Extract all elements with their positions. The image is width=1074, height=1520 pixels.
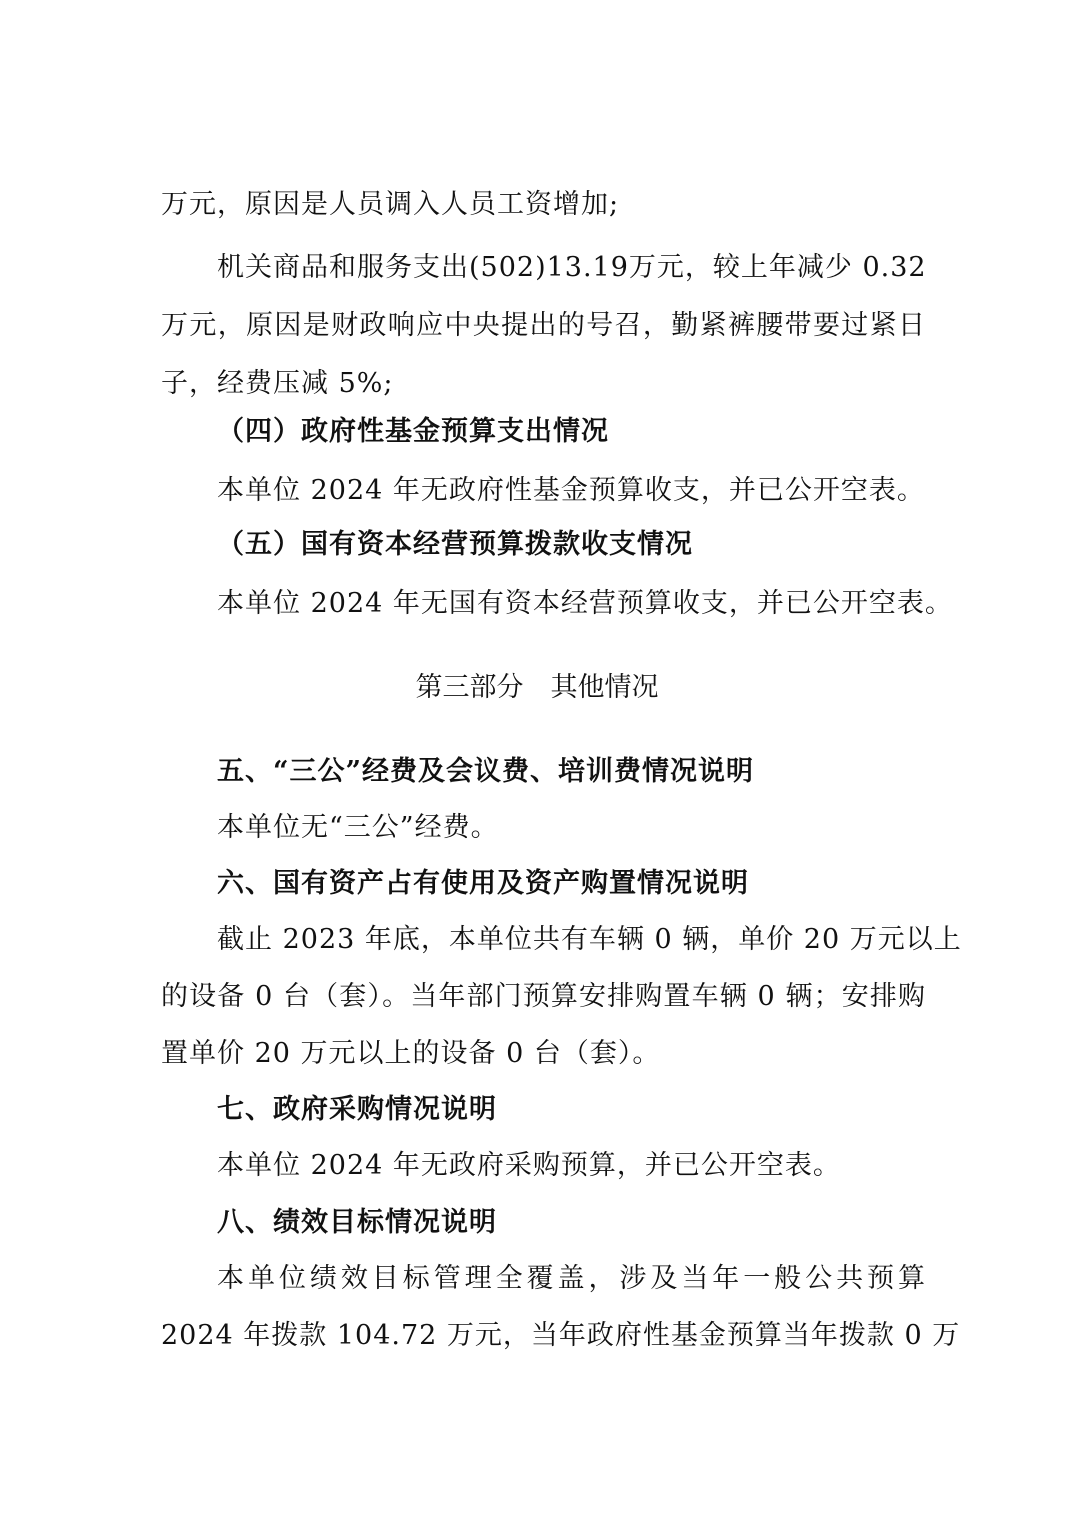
paragraph-line: 本单位 2024 年无政府采购预算，并已公开空表。 [217,1150,841,1181]
paragraph-line: 置单价 20 万元以上的设备 0 台（套）。 [161,1038,661,1069]
section-heading: 八、绩效目标情况说明 [217,1207,497,1238]
paragraph-line: 机关商品和服务支出(502)13.19万元，较上年减少 0.32 [217,252,927,283]
section-heading: （四）政府性基金预算支出情况 [217,416,609,447]
paragraph-line: 子，经费压减 5%; [161,368,394,399]
paragraph-line: 万元，原因是人员调入人员工资增加; [161,189,620,220]
section-heading: （五）国有资本经营预算拨款收支情况 [217,529,693,560]
paragraph-line: 本单位无“三公”经费。 [217,812,499,843]
paragraph-line: 本单位 2024 年无国有资本经营预算收支，并已公开空表。 [217,588,953,619]
paragraph-line: 本单位 2024 年无政府性基金预算收支，并已公开空表。 [217,475,925,506]
part-title: 第三部分 其他情况 [415,672,659,703]
paragraph-line: 2024 年拨款 104.72 万元，当年政府性基金预算当年拨款 0 万 [161,1320,961,1351]
paragraph-line: 本单位绩效目标管理全覆盖，涉及当年一般公共预算 [217,1263,926,1294]
paragraph-line: 的设备 0 台（套）。当年部门预算安排购置车辆 0 辆；安排购 [161,981,926,1012]
paragraph-line: 截止 2023 年底，本单位共有车辆 0 辆，单价 20 万元以上 [217,924,962,955]
section-heading: 六、国有资产占有使用及资产购置情况说明 [217,868,749,899]
paragraph-line: 万元，原因是财政响应中央提出的号召，勤紧裤腰带要过紧日 [161,310,926,341]
section-heading: 五、“三公”经费及会议费、培训费情况说明 [217,756,755,787]
section-heading: 七、政府采购情况说明 [217,1094,497,1125]
